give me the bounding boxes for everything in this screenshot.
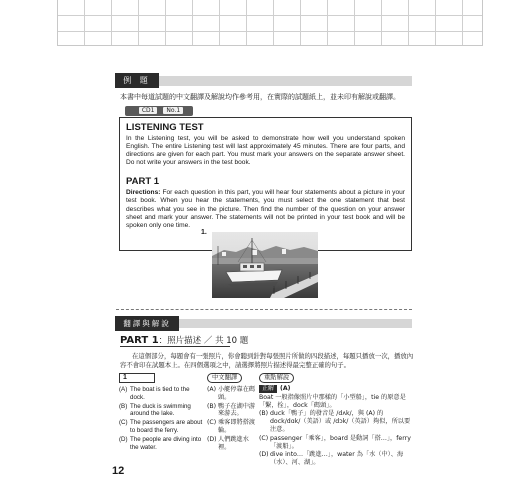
answer-line xyxy=(259,385,413,393)
chinese-translation-header: 中文翻譯 xyxy=(207,373,242,383)
explanation-item: (B) duck「鴨子」的發音是 /dʌk/，與 (A) 的 dock/dɑk/（美語）或 /dɔk/（英語）夠似，所以要注意。 xyxy=(259,410,411,433)
part-heading-underline xyxy=(120,346,230,347)
chinese-options xyxy=(207,386,257,452)
header-grid-decoration xyxy=(57,0,483,46)
part-heading-rest: ：照片描述 ／ 共 10 題 xyxy=(158,336,249,346)
part-1-title: PART 1 xyxy=(126,176,160,188)
part-heading-bold: PART 1 xyxy=(120,335,159,346)
english-options xyxy=(119,386,203,452)
example-heading-bar xyxy=(115,76,412,86)
part-intro-line: 在這個部分，每題會有一張照片，你會聽到針對每張照片所做的四段描述，每題只播放一次，播放內 xyxy=(132,352,414,360)
section-divider xyxy=(116,309,412,310)
directions-text: For each question in this part, you will hear four statements about a picture in your test book. When you hear the statements, you must select the one statement that best describes what you see in the picture. Then find the number of the question on your answer sheet and mark your answer. The statements will not be printed in your test book and will be spoken only one time. xyxy=(126,189,405,229)
part-heading xyxy=(120,334,248,346)
option-item: (A) The boat is tied to the dock. xyxy=(119,386,190,401)
listening-test-title: LISTENING TEST xyxy=(126,122,204,133)
explanation-item: Boat 一般指像照片中那樣的「小型船」，tie 的原意是「繫，拴」，dock「碼頭」。 xyxy=(259,393,406,409)
option-item: (B) The duck is swimming around the lake. xyxy=(119,402,191,418)
translation-item: (A) 小艇停靠在碼頭。 xyxy=(207,386,256,401)
example-heading-tag: 例 題 xyxy=(115,73,159,88)
translation-heading-tag: 翻譯與解說 xyxy=(115,316,179,331)
part-intro-line: 容不會印在試題本上。在四個選項之中，請選擇將照片描述得最完整正確的句子。 xyxy=(120,361,351,369)
key-explanation-header: 重點解說 xyxy=(259,373,294,383)
part-intro xyxy=(120,352,414,370)
example-intro-text: 本書中每道試題的中文翻譯及解說均作參考用，在實際的試題紙上，並未印有解說或翻譯。 xyxy=(120,93,400,101)
question-number: 1 xyxy=(119,373,155,383)
explanation-item: (D) dive into…「跳進…」，water 為「水（中）、海（水）、河、湖」。 xyxy=(259,451,404,467)
part-1-directions xyxy=(126,189,405,229)
cd-label: CD1 xyxy=(139,107,158,114)
answer-label: 正解 xyxy=(259,385,277,393)
option-item: (D) The people are diving into the water. xyxy=(119,435,202,451)
listening-test-text: In the Listening test, you will be asked to demonstrate how well you understand spoken English. The entire Listening test will last approximately 45 minutes. There are four parts, and directions are given for each part. You must mark your answers on the separate answer sheet. Do not write your answers in the test book. xyxy=(126,135,405,167)
answer-value: (A) xyxy=(280,385,291,392)
listening-test-box xyxy=(119,117,412,251)
photo-number: 1. xyxy=(201,229,207,236)
translation-item: (C) 乘客即將搭渡輪。 xyxy=(207,419,256,434)
key-explanations xyxy=(259,385,413,468)
translation-item: (D) 人們跳進水裡。 xyxy=(207,435,249,451)
dock-boat-photo xyxy=(212,232,318,298)
explanation-item: (C) passenger「乘客」，board 是動詞「搭…」，ferry「渡船」。 xyxy=(259,434,411,450)
directions-label: Directions: xyxy=(126,189,161,197)
translation-item: (B) 鴨子在湖中游來游去。 xyxy=(207,402,256,418)
option-item: (C) The passengers are about to board the ferry. xyxy=(119,419,203,434)
cd-track: No.1 xyxy=(163,107,183,114)
cd-track-badge xyxy=(125,106,193,116)
page-number: 12 xyxy=(112,465,125,477)
